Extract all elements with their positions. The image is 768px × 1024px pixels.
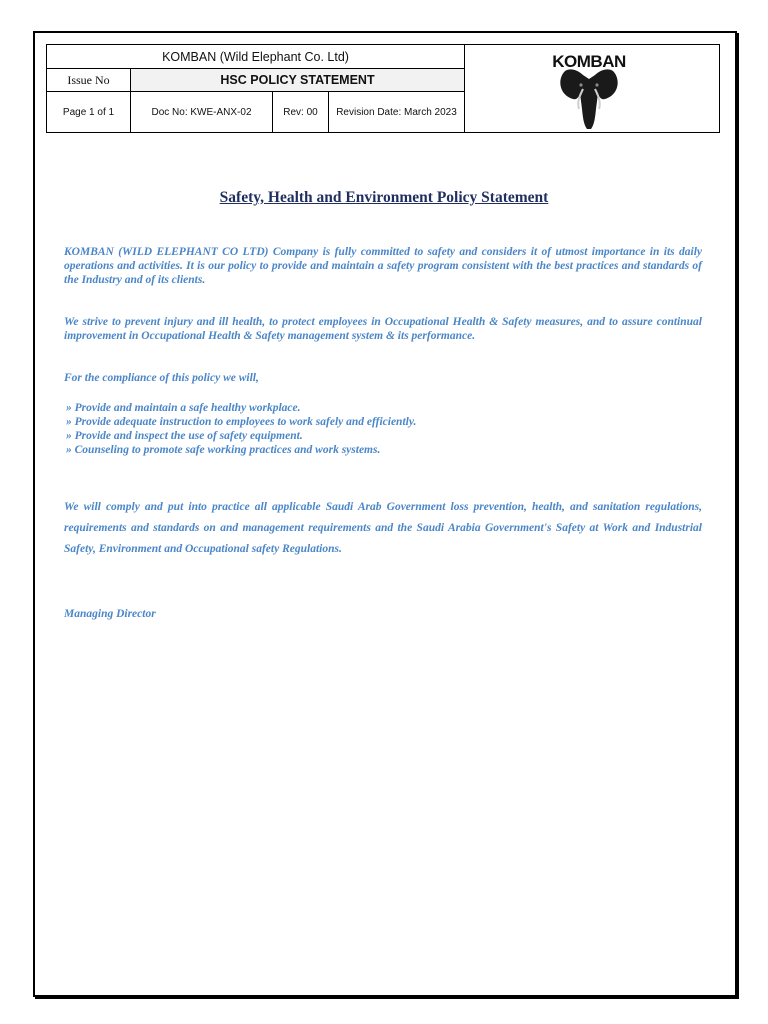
list-item: » Provide and inspect the use of safety equipment. (66, 430, 303, 442)
document-header-table (46, 44, 720, 133)
compliance-list (64, 401, 702, 457)
revision-date: Revision Date: March 2023 (329, 92, 465, 132)
list-item: » Counseling to promote safe working practices and work systems. (66, 444, 381, 456)
issue-no-label: Issue No (47, 69, 131, 92)
revision-number: Rev: 00 (273, 92, 329, 132)
paragraph-commitment: KOMBAN (WILD ELEPHANT CO LTD) Company is fully committed to safety and considers it of utmost importance in its daily operations and activities. It is our policy to provide and maintain a safety program consistent with the best practices and standards of the Industry and of its clients. (64, 246, 702, 286)
document-number: Doc No: KWE-ANX-02 (131, 92, 273, 132)
company-name: KOMBAN (Wild Elephant Co. Ltd) (47, 45, 465, 69)
page-number: Page 1 of 1 (47, 92, 131, 132)
compliance-intro: For the compliance of this policy we will, (64, 372, 259, 384)
logo-wordmark: KOMBAN (552, 52, 626, 71)
paragraph-prevention: We strive to prevent injury and ill health, to protect employees in Occupational Health & Safety measures, and to assure continual improvement in Occupational Health & Safety management system & its performance. (64, 316, 702, 342)
elephant-head-icon (539, 49, 639, 129)
policy-heading: HSC POLICY STATEMENT (131, 69, 465, 92)
paragraph-regulations: We will comply and put into practice all applicable Saudi Arab Government loss prevention, health, and sanitation regulations, requirements and standards on and management requirements and the Saudi Arabia Government's Safety at Work and Industrial Safety, Environment and Occupational safety Regulations. (64, 501, 702, 555)
list-item: » Provide adequate instruction to employees to work safely and efficiently. (66, 416, 417, 428)
list-item: » Provide and maintain a safe healthy workplace. (66, 402, 301, 414)
signatory: Managing Director (64, 608, 156, 620)
document-title: Safety, Health and Environment Policy Statement (219, 189, 549, 206)
company-logo (465, 45, 719, 132)
